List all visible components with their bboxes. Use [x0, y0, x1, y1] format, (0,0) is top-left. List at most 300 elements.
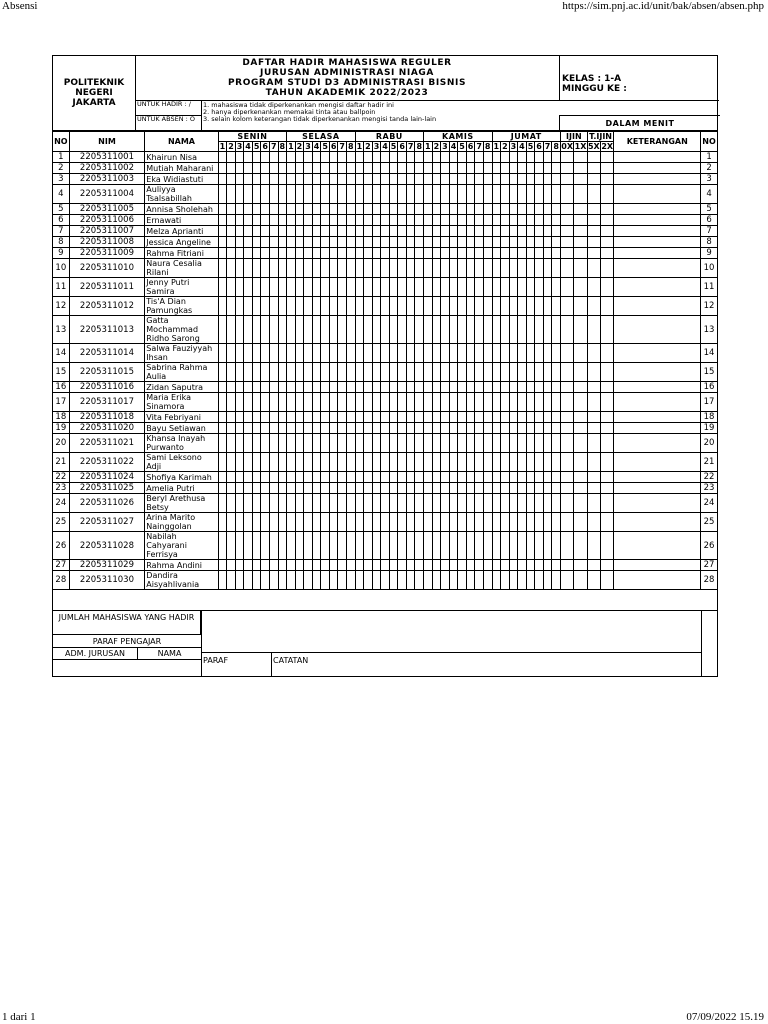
attendance-cell: [526, 453, 535, 472]
attendance-cell: [355, 152, 364, 163]
attendance-cell: [406, 513, 415, 532]
attendance-cell: [432, 204, 441, 215]
attendance-cell: [415, 423, 424, 434]
attendance-cell: [355, 560, 364, 571]
attendance-cell: [364, 259, 373, 278]
attendance-cell: [415, 237, 424, 248]
attendance-cell: [483, 423, 492, 434]
attendance-cell: [218, 174, 227, 185]
attendance-cell: [372, 248, 381, 259]
attendance-cell: [329, 363, 338, 382]
attendance-cell: [441, 434, 450, 453]
row-nama: Annisa Sholehah: [145, 204, 218, 215]
table-row: [53, 248, 718, 259]
attendance-cell: [466, 434, 475, 453]
attendance-cell: [587, 532, 600, 560]
attendance-cell: [372, 382, 381, 393]
attendance-cell: [261, 152, 270, 163]
attendance-cell: [355, 513, 364, 532]
attendance-cell: [346, 185, 355, 204]
attendance-cell: [601, 571, 614, 590]
attendance-cell: [492, 560, 501, 571]
slot-header: 7: [270, 142, 277, 151]
attendance-cell: [466, 215, 475, 226]
attendance-cell: [543, 259, 552, 278]
attendance-cell: [355, 483, 364, 494]
attendance-cell: [304, 483, 313, 494]
attendance-cell: [561, 259, 574, 278]
attendance-cell: [261, 297, 270, 316]
attendance-cell: [261, 453, 270, 472]
attendance-cell: [466, 483, 475, 494]
row-nim: 2205311016: [69, 382, 145, 393]
attendance-cell: [406, 423, 415, 434]
attendance-cell: [346, 237, 355, 248]
attendance-cell: [458, 185, 467, 204]
attendance-cell: [492, 152, 501, 163]
attendance-cell: [483, 513, 492, 532]
attendance-cell: [424, 382, 433, 393]
attendance-cell: [492, 237, 501, 248]
attendance-cell: [261, 215, 270, 226]
attendance-cell: [252, 226, 261, 237]
attendance-cell: [398, 560, 407, 571]
attendance-cell: [432, 278, 441, 297]
attendance-cell: [295, 483, 304, 494]
attendance-cell: [312, 472, 321, 483]
attendance-cell: [295, 472, 304, 483]
attendance-cell: [601, 278, 614, 297]
table-row: [53, 532, 718, 560]
attendance-cell: [244, 237, 253, 248]
attendance-cell: [329, 472, 338, 483]
attendance-cell: [432, 163, 441, 174]
attendance-cell: [235, 363, 244, 382]
attendance-cell: [543, 532, 552, 560]
attendance-cell: [321, 393, 330, 412]
attendance-cell: [389, 215, 398, 226]
attendance-cell: [381, 316, 390, 344]
attendance-cell: [244, 363, 253, 382]
attendance-cell: [321, 163, 330, 174]
attendance-cell: [432, 382, 441, 393]
kelas-label: KELAS : 1-A: [562, 74, 622, 84]
attendance-cell: [475, 215, 484, 226]
column-header-no-right: NO: [701, 132, 718, 152]
slot-header: 1: [356, 142, 363, 151]
attendance-cell: [295, 204, 304, 215]
attendance-cell: [381, 483, 390, 494]
attendance-cell: [372, 363, 381, 382]
attendance-cell: [509, 174, 518, 185]
attendance-cell: [278, 185, 287, 204]
attendance-cell: [561, 423, 574, 434]
attendance-cell: [244, 453, 253, 472]
attendance-cell: [381, 278, 390, 297]
slot-header: 7: [339, 142, 345, 151]
attendance-cell: [501, 412, 510, 423]
attendance-cell: [278, 316, 287, 344]
attendance-cell: [321, 434, 330, 453]
slot-header: 2: [296, 142, 303, 151]
attendance-cell: [552, 204, 561, 215]
attendance-cell: [389, 297, 398, 316]
attendance-cell: [526, 412, 535, 423]
attendance-cell: [574, 423, 587, 434]
attendance-cell: [458, 412, 467, 423]
attendance-cell: [415, 152, 424, 163]
attendance-cell: [304, 278, 313, 297]
attendance-cell: [509, 152, 518, 163]
attendance-cell: [227, 259, 236, 278]
attendance-cell: [601, 163, 614, 174]
attendance-cell: [509, 363, 518, 382]
attendance-cell: [552, 185, 561, 204]
attendance-cell: [252, 382, 261, 393]
attendance-cell: [329, 393, 338, 412]
table-row: [53, 237, 718, 248]
attendance-cell: [218, 215, 227, 226]
attendance-cell: [518, 434, 527, 453]
attendance-cell: [424, 513, 433, 532]
attendance-cell: [552, 248, 561, 259]
slot-header: 8: [416, 142, 423, 151]
slot-header: 6: [467, 142, 474, 151]
slot-header: 8: [484, 142, 491, 151]
attendance-cell: [321, 494, 330, 513]
attendance-cell: [406, 344, 415, 363]
attendance-cell: [415, 494, 424, 513]
attendance-cell: [269, 393, 278, 412]
attendance-cell: [492, 393, 501, 412]
attendance-cell: [466, 248, 475, 259]
attendance-cell: [449, 453, 458, 472]
row-number: 23: [53, 483, 70, 494]
attendance-cell: [509, 204, 518, 215]
attendance-cell: [561, 483, 574, 494]
attendance-cell: [227, 215, 236, 226]
attendance-cell: [244, 185, 253, 204]
attendance-cell: [287, 297, 296, 316]
attendance-cell: [424, 453, 433, 472]
attendance-cell: [415, 560, 424, 571]
attendance-cell: [552, 259, 561, 278]
attendance-cell: [398, 215, 407, 226]
attendance-cell: [364, 412, 373, 423]
slot-header: 5: [459, 142, 465, 151]
attendance-cell: [364, 483, 373, 494]
attendance-cell: [501, 393, 510, 412]
attendance-cell: [372, 571, 381, 590]
attendance-cell: [432, 174, 441, 185]
attendance-cell: [329, 453, 338, 472]
attendance-cell: [261, 434, 270, 453]
attendance-cell: [244, 174, 253, 185]
attendance-cell: [398, 453, 407, 472]
attendance-cell: [552, 494, 561, 513]
attendance-cell: [574, 483, 587, 494]
attendance-cell: [432, 248, 441, 259]
table-row: [53, 423, 718, 434]
attendance-cell: [424, 215, 433, 226]
attendance-cell: [441, 174, 450, 185]
keterangan-cell: [614, 453, 701, 472]
attendance-cell: [449, 248, 458, 259]
attendance-cell: [601, 494, 614, 513]
attendance-cell: [287, 412, 296, 423]
attendance-cell: [261, 259, 270, 278]
attendance-cell: [364, 571, 373, 590]
attendance-cell: [424, 571, 433, 590]
attendance-cell: [601, 513, 614, 532]
attendance-cell: [526, 174, 535, 185]
attendance-cell: [509, 344, 518, 363]
sub-header: 0X: [561, 142, 574, 151]
attendance-cell: [501, 226, 510, 237]
attendance-cell: [287, 453, 296, 472]
attendance-cell: [287, 483, 296, 494]
attendance-cell: [389, 237, 398, 248]
attendance-cell: [415, 297, 424, 316]
attendance-cell: [492, 483, 501, 494]
attendance-cell: [509, 215, 518, 226]
attendance-cell: [295, 453, 304, 472]
attendance-cell: [312, 226, 321, 237]
attendance-cell: [441, 297, 450, 316]
attendance-cell: [543, 472, 552, 483]
column-header-keterangan: KETERANGAN: [614, 132, 701, 152]
attendance-cell: [346, 215, 355, 226]
attendance-cell: [355, 215, 364, 226]
class-info: [559, 56, 719, 100]
attendance-cell: [304, 393, 313, 412]
attendance-cell: [304, 185, 313, 204]
attendance-cell: [441, 278, 450, 297]
attendance-cell: [244, 297, 253, 316]
attendance-cell: [492, 174, 501, 185]
attendance-cell: [543, 174, 552, 185]
attendance-cell: [338, 163, 347, 174]
attendance-cell: [552, 152, 561, 163]
keterangan-cell: [614, 363, 701, 382]
attendance-cell: [587, 278, 600, 297]
row-nim: 2205311020: [69, 423, 145, 434]
attendance-cell: [235, 453, 244, 472]
row-number-right: 21: [701, 453, 718, 472]
attendance-cell: [355, 297, 364, 316]
slot-header: 4: [382, 142, 388, 151]
attendance-cell: [312, 412, 321, 423]
attendance-cell: [424, 532, 433, 560]
attendance-cell: [406, 393, 415, 412]
attendance-cell: [526, 316, 535, 344]
attendance-cell: [518, 185, 527, 204]
attendance-cell: [252, 185, 261, 204]
attendance-cell: [449, 363, 458, 382]
attendance-cell: [475, 226, 484, 237]
attendance-cell: [235, 278, 244, 297]
row-number: 22: [53, 472, 70, 483]
attendance-cell: [278, 560, 287, 571]
attendance-cell: [235, 393, 244, 412]
attendance-cell: [218, 226, 227, 237]
attendance-cell: [346, 363, 355, 382]
attendance-cell: [561, 237, 574, 248]
row-number: 7: [53, 226, 70, 237]
attendance-cell: [227, 185, 236, 204]
attendance-cell: [227, 163, 236, 174]
row-number-right: 14: [701, 344, 718, 363]
attendance-cell: [278, 382, 287, 393]
attendance-cell: [601, 174, 614, 185]
attendance-cell: [295, 393, 304, 412]
attendance-cell: [432, 297, 441, 316]
attendance-cell: [601, 423, 614, 434]
row-nama: Shofiya Karimah: [145, 472, 218, 483]
attendance-cell: [483, 483, 492, 494]
attendance-cell: [252, 393, 261, 412]
attendance-cell: [501, 248, 510, 259]
attendance-cell: [227, 393, 236, 412]
attendance-cell: [364, 204, 373, 215]
attendance-cell: [381, 215, 390, 226]
attendance-cell: [406, 237, 415, 248]
attendance-cell: [458, 297, 467, 316]
attendance-cell: [287, 278, 296, 297]
attendance-cell: [424, 163, 433, 174]
attendance-cell: [458, 259, 467, 278]
row-number-right: 1: [701, 152, 718, 163]
attendance-cell: [441, 363, 450, 382]
attendance-cell: [252, 215, 261, 226]
row-number: 25: [53, 513, 70, 532]
attendance-cell: [364, 472, 373, 483]
attendance-cell: [244, 434, 253, 453]
attendance-cell: [338, 344, 347, 363]
attendance-cell: [312, 297, 321, 316]
attendance-cell: [424, 423, 433, 434]
attendance-cell: [535, 344, 544, 363]
attendance-cell: [415, 513, 424, 532]
attendance-cell: [381, 185, 390, 204]
row-number: 6: [53, 215, 70, 226]
attendance-cell: [321, 185, 330, 204]
attendance-cell: [458, 226, 467, 237]
attendance-cell: [458, 237, 467, 248]
attendance-cell: [252, 259, 261, 278]
row-number: 5: [53, 204, 70, 215]
attendance-cell: [483, 297, 492, 316]
attendance-cell: [398, 494, 407, 513]
attendance-cell: [475, 174, 484, 185]
attendance-cell: [269, 163, 278, 174]
attendance-cell: [227, 472, 236, 483]
attendance-cell: [441, 259, 450, 278]
keterangan-cell: [614, 423, 701, 434]
attendance-cell: [449, 226, 458, 237]
attendance-cell: [601, 152, 614, 163]
attendance-cell: [372, 344, 381, 363]
row-nama: Sami Leksono Adji: [145, 453, 218, 472]
attendance-cell: [218, 152, 227, 163]
attendance-cell: [287, 163, 296, 174]
attendance-cell: [329, 423, 338, 434]
attendance-cell: [389, 278, 398, 297]
attendance-cell: [261, 237, 270, 248]
attendance-cell: [295, 248, 304, 259]
attendance-cell: [338, 532, 347, 560]
attendance-cell: [329, 215, 338, 226]
attendance-cell: [321, 248, 330, 259]
row-nim: 2205311027: [69, 513, 145, 532]
table-row: [53, 174, 718, 185]
attendance-cell: [449, 560, 458, 571]
keterangan-cell: [614, 483, 701, 494]
attendance-cell: [406, 560, 415, 571]
attendance-cell: [321, 483, 330, 494]
row-number-right: 4: [701, 185, 718, 204]
attendance-cell: [269, 483, 278, 494]
attendance-cell: [424, 152, 433, 163]
attendance-cell: [535, 434, 544, 453]
attendance-cell: [278, 215, 287, 226]
attendance-cell: [398, 163, 407, 174]
attendance-cell: [587, 215, 600, 226]
attendance-cell: [483, 215, 492, 226]
attendance-cell: [244, 226, 253, 237]
attendance-cell: [466, 412, 475, 423]
attendance-cell: [432, 316, 441, 344]
attendance-cell: [526, 434, 535, 453]
attendance-cell: [587, 316, 600, 344]
attendance-cell: [483, 163, 492, 174]
row-nim: 2205311008: [69, 237, 145, 248]
attendance-cell: [518, 278, 527, 297]
attendance-cell: [543, 226, 552, 237]
attendance-cell: [321, 472, 330, 483]
attendance-cell: [458, 560, 467, 571]
attendance-cell: [483, 278, 492, 297]
attendance-cell: [601, 472, 614, 483]
attendance-cell: [321, 513, 330, 532]
attendance-cell: [424, 226, 433, 237]
attendance-cell: [389, 453, 398, 472]
attendance-cell: [492, 204, 501, 215]
attendance-cell: [601, 382, 614, 393]
attendance-cell: [501, 453, 510, 472]
attendance-cell: [483, 259, 492, 278]
attendance-cell: [449, 513, 458, 532]
attendance-cell: [441, 215, 450, 226]
attendance-cell: [561, 434, 574, 453]
table-row: [53, 513, 718, 532]
attendance-cell: [475, 163, 484, 174]
slot-header: 3: [373, 142, 380, 151]
attendance-cell: [535, 453, 544, 472]
attendance-cell: [415, 259, 424, 278]
attendance-cell: [304, 237, 313, 248]
row-number-right: 7: [701, 226, 718, 237]
attendance-cell: [227, 382, 236, 393]
attendance-cell: [483, 393, 492, 412]
attendance-cell: [372, 204, 381, 215]
attendance-cell: [338, 393, 347, 412]
row-number: 13: [53, 316, 70, 344]
attendance-cell: [261, 344, 270, 363]
row-nim: 2205311029: [69, 560, 145, 571]
keterangan-cell: [614, 174, 701, 185]
attendance-cell: [329, 434, 338, 453]
